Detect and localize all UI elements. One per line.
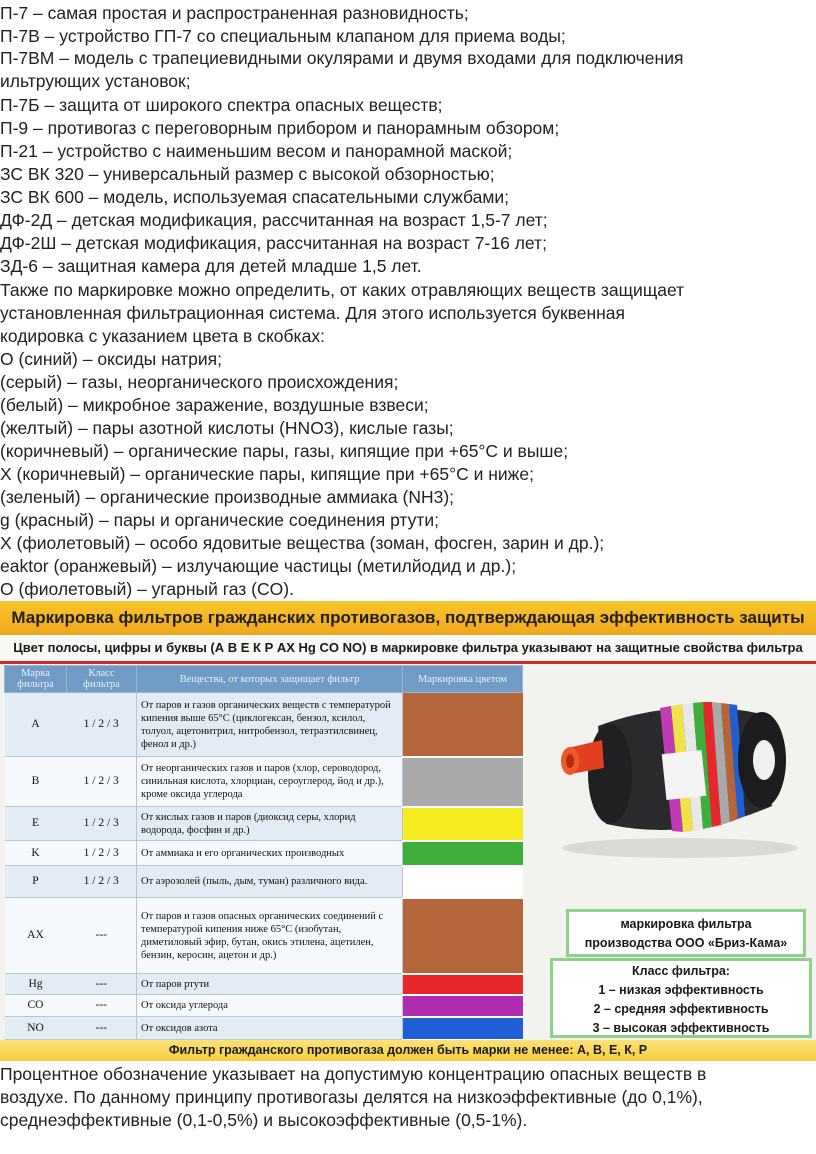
text-line: (серый) – газы, неорганического происхождения; bbox=[0, 372, 399, 392]
color-swatch bbox=[403, 807, 523, 841]
filter-substances: От паров ртути bbox=[137, 974, 403, 995]
text-line: ильтрующих установок; bbox=[0, 71, 191, 91]
text-line: (желтый) – пары азотной кислоты (HNO3), кислые газы; bbox=[0, 418, 454, 438]
filter-class: --- bbox=[67, 995, 137, 1017]
text-line: П-9 – противогаз с переговорным прибором и панорамным обзором; bbox=[0, 118, 560, 138]
text-line: (зеленый) – органические производные аммиака (NH3); bbox=[0, 487, 455, 507]
text-line: П-7Б – защита от широкого спектра опасных веществ; bbox=[0, 95, 443, 115]
filter-mark: K bbox=[5, 841, 67, 866]
filter-mark: AX bbox=[5, 898, 67, 974]
text-line: (белый) – микробное заражение, воздушные взвеси; bbox=[0, 395, 429, 415]
legend-item: 3 – высокая эффективность bbox=[592, 1021, 770, 1035]
filter-class: 1 / 2 / 3 bbox=[67, 841, 137, 866]
text-line: ЗС ВК 600 – модель, используемая спасательными службами; bbox=[0, 187, 510, 207]
text-line: среднеэффективные (0,1-0,5%) и высокоэффективные (0,5-1%). bbox=[0, 1110, 528, 1130]
text-line: П-7ВМ – модель с трапециевидными окулярами и двумя входами для подключения bbox=[0, 48, 684, 68]
filter-mark: E bbox=[5, 807, 67, 841]
filter-substances: От аэрозолей (пыль, дым, туман) различного вида. bbox=[137, 866, 403, 898]
filter-mark: B bbox=[5, 757, 67, 807]
legend-title: Класс фильтра: bbox=[632, 964, 730, 978]
text-line: П-7В – устройство ГП-7 со специальным клапаном для приема воды; bbox=[0, 26, 566, 46]
brand-note-line: маркировка фильтра bbox=[620, 917, 752, 931]
brand-note-line: производства ООО «Бриз-Кама» bbox=[584, 936, 788, 950]
text-line: кодировка с указанием цвета в скобках: bbox=[0, 326, 325, 346]
text-line: Также по маркировке можно определить, от каких отравляющих веществ защищает bbox=[0, 280, 685, 300]
filter-class: --- bbox=[67, 898, 137, 974]
brand-note bbox=[566, 909, 806, 957]
filter-mark: P bbox=[5, 866, 67, 898]
table-row bbox=[5, 974, 523, 995]
color-swatch bbox=[403, 974, 523, 995]
filter-substances: От паров и газов опасных органических соединений с температурой кипения ниже 65°С (изобутан, диметиловый эфир, бутан, окись этилена, ацетилен, бензин, керосин, ацетон и др.) bbox=[137, 898, 403, 974]
text-line: ДФ-2Ш – детская модификация, рассчитанная на возраст 7-16 лет; bbox=[0, 233, 547, 253]
text-line: ЗС ВК 320 – универсальный размер с высокой обзорностью; bbox=[0, 164, 495, 184]
infographic-subtitle: Цвет полосы, цифры и буквы (А В Е К Р АХ Hg CO NO) в маркировке фильтра указывают на защитные свойства фильтра bbox=[0, 635, 816, 664]
filter-class-legend bbox=[550, 958, 812, 1038]
table-row bbox=[5, 866, 523, 898]
color-swatch bbox=[403, 693, 523, 757]
text-line: установленная фильтрационная система. Для этого используется буквенная bbox=[0, 303, 625, 323]
color-swatch bbox=[403, 898, 523, 974]
column-header: Класс фильтра bbox=[67, 666, 137, 693]
filter-substances: От оксидов азота bbox=[137, 1017, 403, 1040]
legend-item: 1 – низкая эффективность bbox=[598, 983, 764, 997]
column-header: Марка фильтра bbox=[5, 666, 67, 693]
filter-mark: NO bbox=[5, 1017, 67, 1040]
filter-substances: От кислых газов и паров (диоксид серы, хлорид водорода, фосфин и др.) bbox=[137, 807, 403, 841]
text-line: воздухе. По данному принципу противогазы делятся на низкоэффективные (до 0,1%), bbox=[0, 1087, 703, 1107]
filter-mark: CO bbox=[5, 995, 67, 1017]
table-row bbox=[5, 1017, 523, 1040]
text-line: ЗД-6 – защитная камера для детей младше 1,5 лет. bbox=[0, 256, 422, 276]
table-row bbox=[5, 995, 523, 1017]
filter-substances: От паров и газов органических веществ с температурой кипения выше 65°С (циклогексан, бензол, ксилол, толуол, ацетонитрил, нитробензол, тетраэтилсвинец, фенол и др.) bbox=[137, 693, 403, 757]
filter-class: 1 / 2 / 3 bbox=[67, 807, 137, 841]
filter-marking-infographic bbox=[0, 601, 816, 1061]
table-row bbox=[5, 693, 523, 757]
column-header: Вещества, от которых защищает фильтр bbox=[137, 666, 403, 693]
infographic-title: Маркировка фильтров гражданских противогазов, подтверждающая эффективность защиты bbox=[0, 601, 816, 635]
filter-substances: От аммиака и его органических производных bbox=[137, 841, 403, 866]
filter-mark: Hg bbox=[5, 974, 67, 995]
color-swatch bbox=[403, 866, 523, 898]
filter-marking-table bbox=[4, 665, 523, 1041]
filter-substances: От неорганических газов и паров (хлор, сероводород, синильная кислота, хлорциан, сероуглерод, йод и др.), кроме оксида углерода bbox=[137, 757, 403, 807]
text-line: X (коричневый) – органические пары, кипящие при +65°C и ниже; bbox=[0, 464, 534, 484]
text-line: Процентное обозначение указывает на допустимую концентрацию опасных веществ в bbox=[0, 1064, 707, 1084]
minimum-marking-note: Фильтр гражданского противогаза должен быть марки не менее: А, В, Е, К, Р bbox=[0, 1040, 816, 1061]
text-line: g (красный) – пары и органические соединения ртути; bbox=[0, 510, 440, 530]
text-line: П-21 – устройство с наименьшим весом и панорамной маской; bbox=[0, 141, 513, 161]
text-line: eaktor (оранжевый) – излучающие частицы (метилйодид и др.); bbox=[0, 556, 517, 576]
table-row bbox=[5, 898, 523, 974]
table-row bbox=[5, 757, 523, 807]
filter-class: 1 / 2 / 3 bbox=[67, 693, 137, 757]
text-line: П-7 – самая простая и распространенная разновидность; bbox=[0, 3, 469, 23]
filter-canister-image bbox=[540, 656, 812, 861]
color-swatch bbox=[403, 995, 523, 1017]
color-swatch bbox=[403, 841, 523, 866]
table-header-row bbox=[5, 666, 523, 693]
filter-class: --- bbox=[67, 1017, 137, 1040]
table-row bbox=[5, 807, 523, 841]
text-line: X (фиолетовый) – особо ядовитые вещества (зоман, фосген, зарин и др.); bbox=[0, 533, 605, 553]
text-line: (коричневый) – органические пары, газы, кипящие при +65°C и выше; bbox=[0, 441, 569, 461]
filter-class: 1 / 2 / 3 bbox=[67, 866, 137, 898]
filter-mark: A bbox=[5, 693, 67, 757]
filter-class: --- bbox=[67, 974, 137, 995]
text-line: O (фиолетовый) – угарный газ (CO). bbox=[0, 579, 294, 599]
filter-substances: От оксида углерода bbox=[137, 995, 403, 1017]
column-header: Маркировка цветом bbox=[403, 666, 523, 693]
color-swatch bbox=[403, 757, 523, 807]
text-line: ДФ-2Д – детская модификация, рассчитанная на возраст 1,5-7 лет; bbox=[0, 210, 548, 230]
table-row bbox=[5, 841, 523, 866]
color-swatch bbox=[403, 1017, 523, 1040]
text-line: O (синий) – оксиды натрия; bbox=[0, 349, 222, 369]
legend-item: 2 – средняя эффективность bbox=[593, 1002, 769, 1016]
filter-class: 1 / 2 / 3 bbox=[67, 757, 137, 807]
